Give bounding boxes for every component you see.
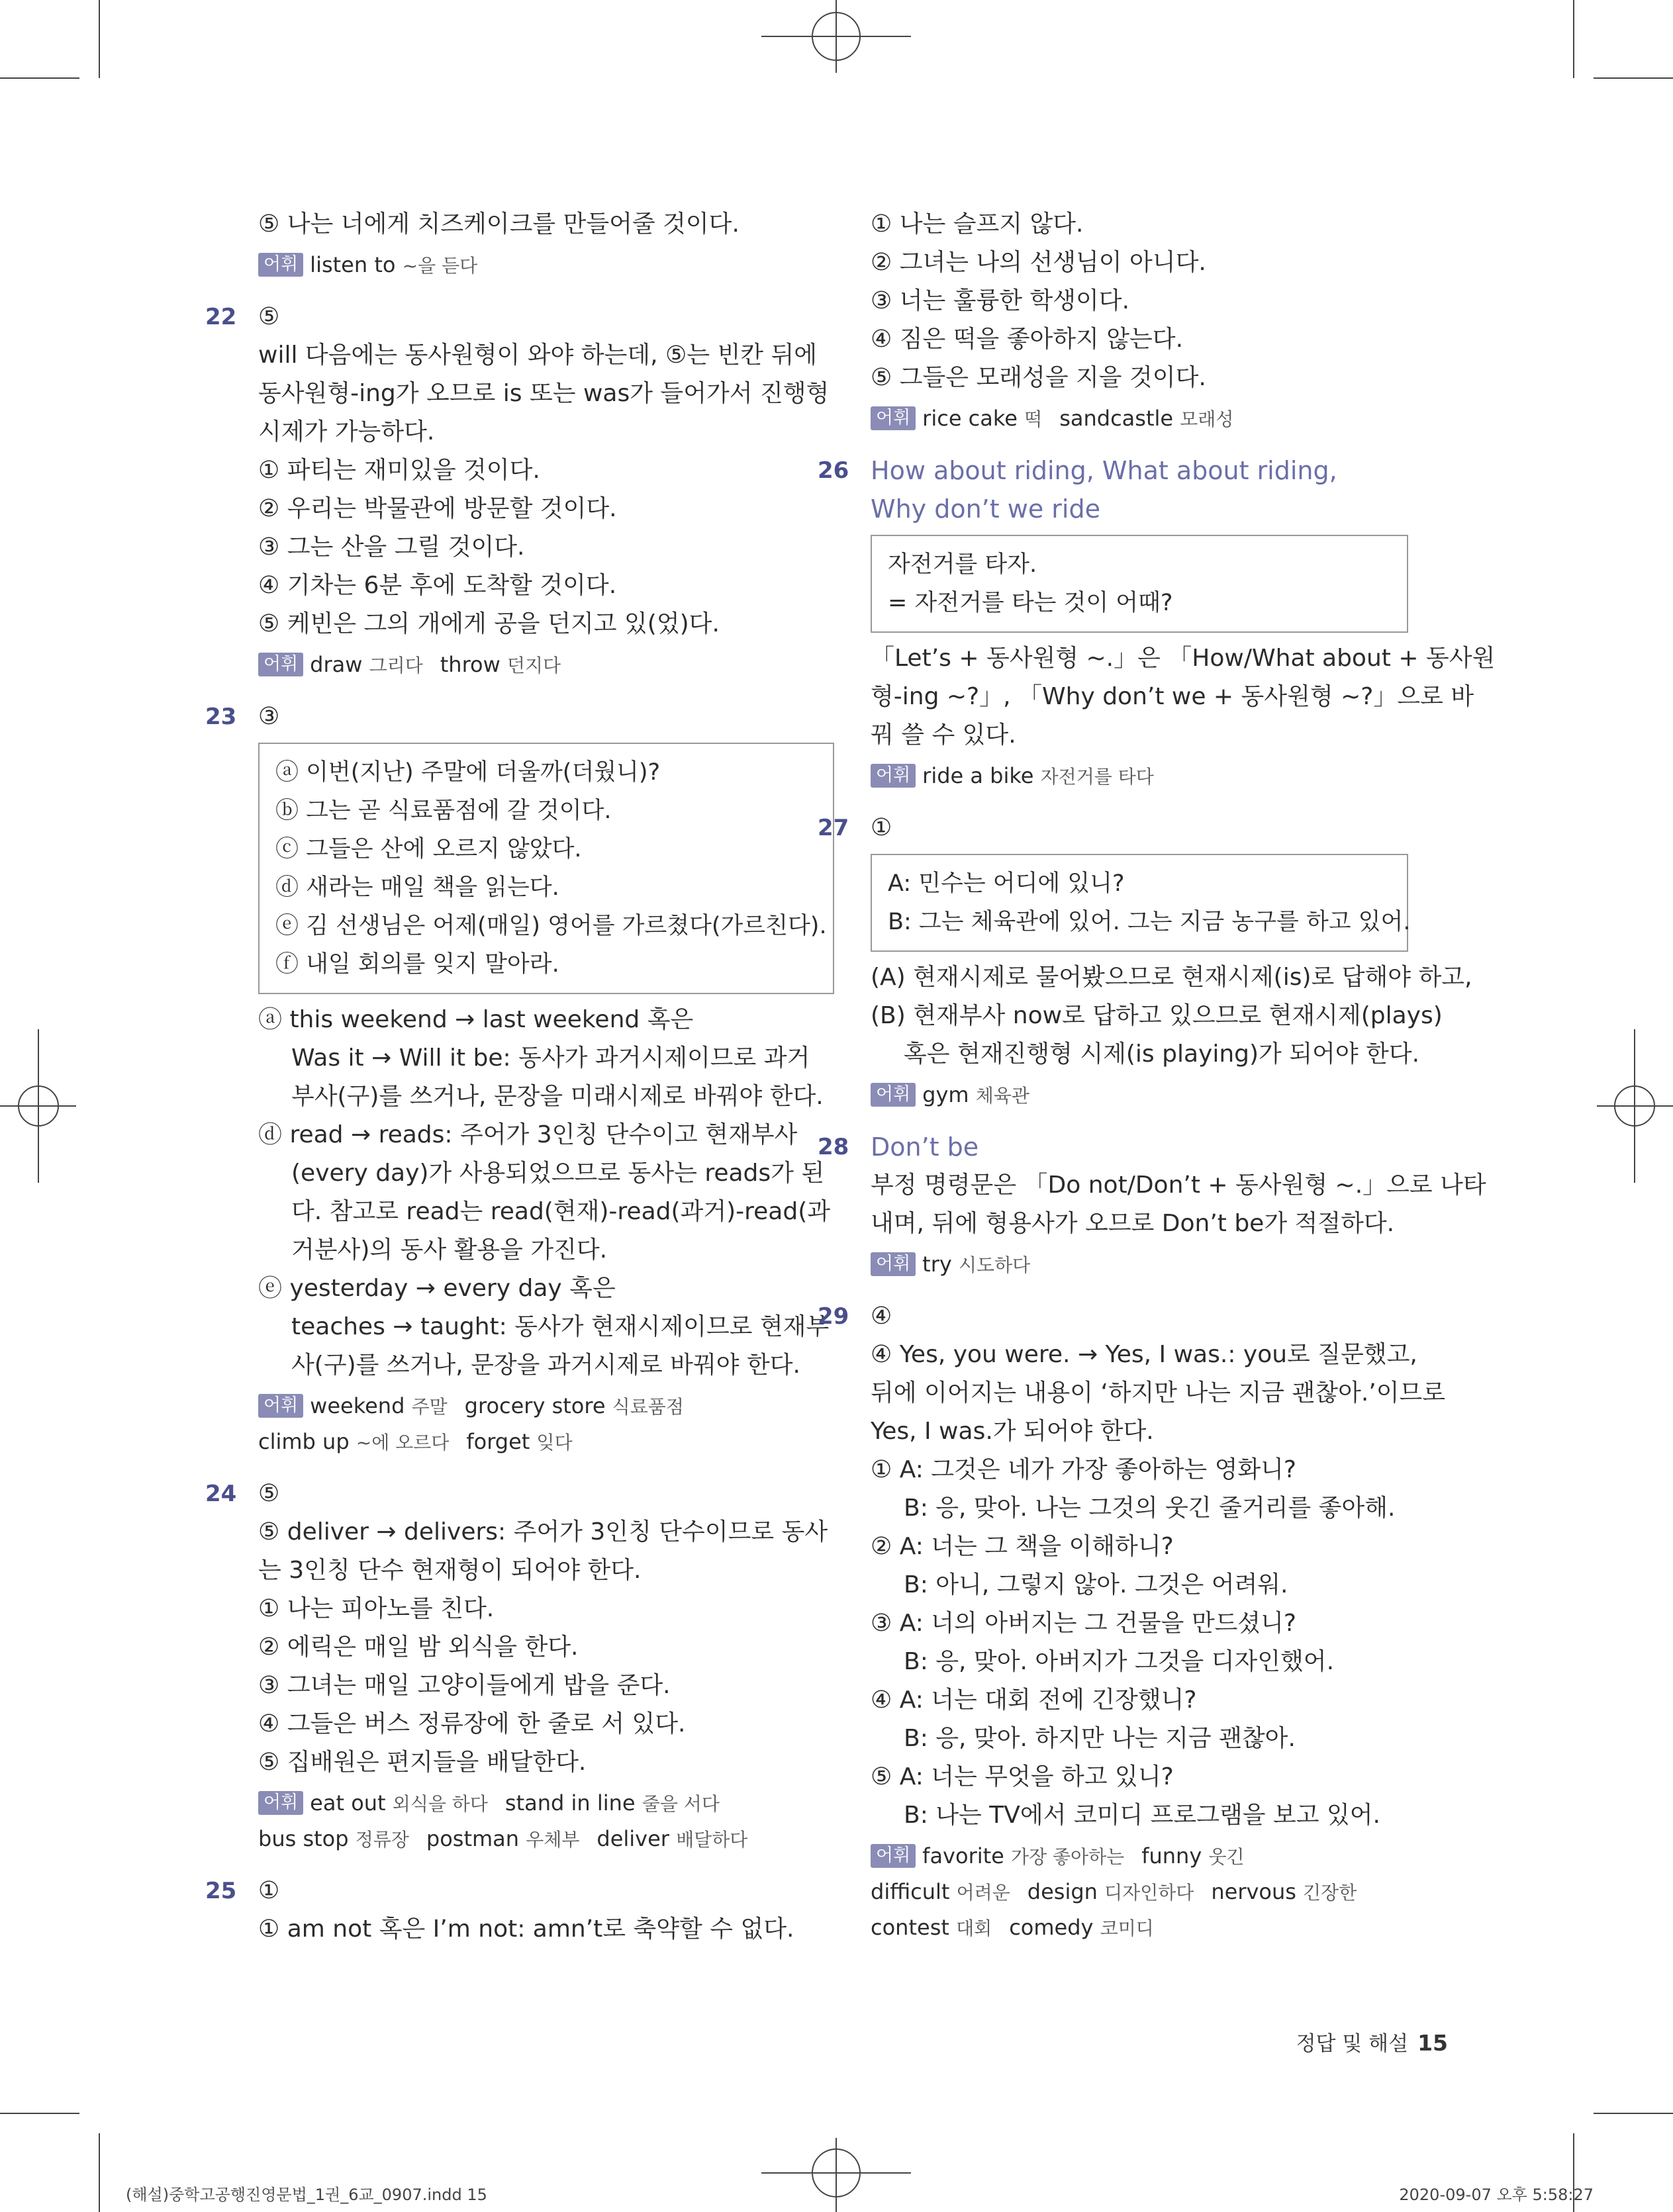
file-slug: (해설)중학고공행진영문법_1권_6교_0907.indd 15 xyxy=(126,2186,487,2204)
answer-line: Was it → Will it be: 동사가 과거시제이므로 과거 xyxy=(291,1044,810,1072)
vocab-row xyxy=(258,1424,834,1460)
answer-line: ① A: 그것은 네가 가장 좋아하는 영화니? xyxy=(871,1456,1297,1483)
explanation: will 다음에는 동사원형이 와야 하는데, ⑤는 빈칸 뒤에 동사원형-ing가 오므로 is 또는 was가 들어가서 진행형시제가 가능하다. xyxy=(258,342,830,445)
vocab-term: deliver xyxy=(597,1826,669,1851)
vocab-row xyxy=(258,1821,834,1857)
answer-line: ⑤ deliver → delivers: 주어가 3인칭 단수이므로 동사 xyxy=(258,1518,828,1545)
vocab-row xyxy=(871,1247,1453,1283)
question-26 xyxy=(818,451,1453,490)
box-line: ⓕ 내일 회의를 잊지 말아라. xyxy=(275,951,559,978)
vocab-row xyxy=(258,248,834,283)
answer-line: ③ 그는 산을 그릴 것이다. xyxy=(258,533,525,561)
vocab-term: eat out xyxy=(310,1790,386,1816)
answer-line: 사(구)를 쓰거나, 문장을 과거시제로 바꿔야 한다. xyxy=(291,1352,800,1379)
vocab-meaning: 코미디 xyxy=(1100,1917,1154,1939)
page-number: 15 xyxy=(1417,2030,1448,2056)
vocab-term: weekend xyxy=(310,1393,405,1418)
vocab-term: difficult xyxy=(871,1879,950,1904)
vocab-meaning: 모래성 xyxy=(1180,408,1234,430)
question-23 xyxy=(205,698,834,736)
vocab-term: try xyxy=(922,1252,952,1277)
answer-line: ③ A: 너의 아버지는 그 건물을 만드셨니? xyxy=(871,1610,1297,1637)
answer-line: ⓐ this weekend → last weekend 혹은 xyxy=(258,1006,694,1033)
vocab-meaning: ~을 듣다 xyxy=(402,255,478,277)
answer-line: ④ Yes, you were. → Yes, I was.: you로 질문했고, xyxy=(871,1341,1417,1368)
vocab-meaning: 외식을 하다 xyxy=(392,1793,488,1815)
vocab-meaning: 자전거를 타다 xyxy=(1040,766,1154,788)
question-25 xyxy=(205,1872,834,1910)
question-number: 26 xyxy=(818,457,849,484)
vocab-meaning: 그리다 xyxy=(369,655,423,676)
question-number: 23 xyxy=(205,704,237,730)
question-answer: ① xyxy=(258,1877,280,1904)
answer-line: ④ 그들은 버스 정류장에 한 줄로 서 있다. xyxy=(258,1710,686,1737)
question-answer: ④ xyxy=(871,1303,892,1330)
answer-line: ③ 그녀는 매일 고양이들에게 밥을 준다. xyxy=(258,1672,671,1699)
answer-line: B: 응, 맞아. 아버지가 그것을 디자인했어. xyxy=(904,1648,1335,1675)
box-line: ⓔ 김 선생님은 어제(매일) 영어를 가르쳤다(가르친다). xyxy=(275,913,827,939)
vocab-term: throw xyxy=(440,652,501,677)
vocab-row xyxy=(258,1786,834,1821)
answer-line: B: 응, 맞아. 나는 그것의 웃긴 줄거리를 좋아해. xyxy=(904,1495,1396,1522)
vocab-tag: 어휘 xyxy=(871,1083,916,1107)
vocab-row xyxy=(871,1910,1453,1946)
vocab-term: grocery store xyxy=(464,1393,606,1418)
question-answer: How about riding, What about riding, xyxy=(871,456,1337,485)
answer-line: ② 그녀는 나의 선생님이 아니다. xyxy=(871,249,1206,276)
vocab-meaning: 던지다 xyxy=(506,655,561,676)
vocab-term: climb up xyxy=(258,1429,350,1454)
answer-line: B: 아니, 그렇지 않아. 그것은 어려워. xyxy=(904,1571,1288,1598)
vocab-term: gym xyxy=(922,1082,969,1107)
vocab-term: favorite xyxy=(922,1843,1004,1868)
vocab-tag: 어휘 xyxy=(258,653,303,676)
vocab-term: contest xyxy=(871,1915,949,1940)
question-22 xyxy=(205,298,834,336)
question-answer: ③ xyxy=(258,703,280,730)
answer-line: ④ 기차는 6분 후에 도착할 것이다. xyxy=(258,572,617,599)
answer-line: 부정 명령문은 「Do not/Don’t + 동사원형 ~.」으로 나타 xyxy=(871,1172,1486,1199)
vocab-meaning: 웃긴 xyxy=(1208,1846,1245,1868)
question-29 xyxy=(818,1297,1453,1336)
vocab-tag: 어휘 xyxy=(871,406,916,430)
answer-line: (B) 현재부사 now로 답하고 있으므로 현재시제(plays) xyxy=(871,1002,1443,1029)
vocab-term: stand in line xyxy=(504,1790,636,1816)
answer-line: 「Let’s + 동사원형 ~.」은 「How/What about + 동사원 xyxy=(871,645,1496,672)
section-label: 정답 및 해설 xyxy=(1296,2032,1409,2056)
box-line: A: 민수는 어디에 있니? xyxy=(888,870,1125,897)
vocab-meaning: 식료품점 xyxy=(612,1396,684,1418)
vocab-tag: 어휘 xyxy=(258,253,303,277)
vocab-term: design xyxy=(1027,1879,1098,1904)
vocab-meaning: 배달하다 xyxy=(676,1829,748,1851)
vocab-tag: 어휘 xyxy=(871,1844,916,1868)
vocab-term: comedy xyxy=(1009,1915,1094,1940)
question-number: 29 xyxy=(818,1303,849,1330)
vocab-row xyxy=(871,759,1453,794)
vocab-term: listen to xyxy=(310,252,396,277)
print-timestamp: 2020-09-07 오후 5:58:27 xyxy=(1399,2186,1594,2204)
answer-line: B: 응, 맞아. 하지만 나는 지금 괜찮아. xyxy=(904,1725,1296,1752)
box-line: B: 그는 체육관에 있어. 그는 지금 농구를 하고 있어. xyxy=(888,909,1411,935)
answer-line: ⑤ 케빈은 그의 개에게 공을 던지고 있(었)다. xyxy=(258,610,720,637)
vocab-term: forget xyxy=(466,1429,530,1454)
vocab-meaning: 긴장한 xyxy=(1303,1882,1357,1904)
answer-line: ① 나는 슬프지 않다. xyxy=(871,210,1084,238)
question-number: 25 xyxy=(205,1878,237,1904)
translation-box xyxy=(871,535,1408,633)
answer-line: 는 3인칭 단수 현재형이 되어야 한다. xyxy=(258,1557,642,1584)
answer-line: ② 에릭은 매일 밤 외식을 한다. xyxy=(258,1634,579,1661)
vocab-tag: 어휘 xyxy=(871,1252,916,1276)
question-answer: ⑤ xyxy=(258,1480,280,1507)
vocab-row xyxy=(871,401,1453,437)
vocab-row xyxy=(871,1839,1453,1874)
answer-line: (every day)가 사용되었으므로 동사는 reads가 된 xyxy=(291,1160,825,1187)
question-number: 28 xyxy=(818,1134,849,1160)
answer-line: 내며, 뒤에 형용사가 오므로 Don’t be가 적절하다. xyxy=(871,1210,1395,1237)
vocab-tag: 어휘 xyxy=(871,764,916,788)
vocab-meaning: ~에 오르다 xyxy=(356,1432,450,1453)
left-column xyxy=(205,205,834,1949)
translation-box xyxy=(258,743,834,994)
answer-line: ⑤ 집배원은 편지들을 배달한다. xyxy=(258,1749,587,1776)
answer-line: ② 우리는 박물관에 방문할 것이다. xyxy=(258,495,617,522)
question-27 xyxy=(818,809,1453,847)
question-number: 22 xyxy=(205,304,237,330)
box-line: 자전거를 타자. xyxy=(888,551,1037,578)
answer-line: ③ 너는 훌륭한 학생이다. xyxy=(871,287,1130,314)
answer-line: ① 나는 피아노를 친다. xyxy=(258,1595,495,1622)
answer-line: teaches → taught: 동사가 현재시제이므로 현재부 xyxy=(291,1313,830,1340)
vocab-tag: 어휘 xyxy=(258,1394,303,1418)
answer-line: 뒤에 이어지는 내용이 ‘하지만 나는 지금 괜찮아.’이므로 xyxy=(871,1379,1446,1406)
answer-line: ① 파티는 재미있을 것이다. xyxy=(258,457,540,484)
vocab-term: nervous xyxy=(1211,1879,1296,1904)
vocab-term: bus stop xyxy=(258,1826,349,1851)
dialogue-box xyxy=(871,854,1411,952)
answer-line: 거분사)의 동사 활용을 가진다. xyxy=(291,1236,608,1264)
vocab-term: ride a bike xyxy=(922,763,1034,788)
question-number: 27 xyxy=(818,815,849,841)
vocab-meaning: 정류장 xyxy=(355,1829,409,1851)
question-answer: Don’t be xyxy=(871,1132,979,1162)
answer-line: ② A: 너는 그 책을 이해하니? xyxy=(871,1533,1174,1560)
vocab-meaning: 시도하다 xyxy=(958,1254,1031,1276)
box-line: ⓐ 이번(지난) 주말에 더울까(더웠니)? xyxy=(275,759,661,786)
answer-line: ⓓ read → reads: 주어가 3인칭 단수이고 현재부사 xyxy=(258,1121,798,1148)
vocab-meaning: 디자인하다 xyxy=(1104,1882,1194,1904)
question-answer: ⑤ xyxy=(258,303,280,330)
answer-line: ④ 짐은 떡을 좋아하지 않는다. xyxy=(871,326,1184,353)
answer-line: 혹은 현재진행형 시제(is playing)가 되어야 한다. xyxy=(904,1040,1420,1068)
vocab-meaning: 주말 xyxy=(411,1396,448,1418)
question-number: 24 xyxy=(205,1481,237,1507)
box-line: = 자전거를 타는 것이 어때? xyxy=(888,590,1173,616)
answer-line: ⑤ 그들은 모래성을 지을 것이다. xyxy=(871,364,1206,391)
answer-line: (A) 현재시제로 물어봤으므로 현재시제(is)로 답해야 하고, xyxy=(871,964,1472,991)
vocab-meaning: 잊다 xyxy=(536,1432,573,1453)
vocab-term: sandcastle xyxy=(1059,406,1174,431)
vocab-row xyxy=(871,1874,1453,1910)
vocab-meaning: 가장 좋아하는 xyxy=(1011,1846,1125,1868)
question-24 xyxy=(205,1475,834,1513)
vocab-meaning: 떡 xyxy=(1024,408,1043,430)
vocab-row xyxy=(258,1389,834,1424)
vocab-tag: 어휘 xyxy=(258,1791,303,1815)
answer-line: 꿔 쓸 수 있다. xyxy=(871,721,1016,749)
vocab-meaning: 우체부 xyxy=(526,1829,580,1851)
answer-line: Yes, I was.가 되어야 한다. xyxy=(871,1418,1154,1445)
box-line: ⓒ 그들은 산에 오르지 않았다. xyxy=(275,836,582,862)
answer-line: B: 나는 TV에서 코미디 프로그램을 보고 있어. xyxy=(904,1802,1380,1829)
answer-line: ⑤ A: 너는 무엇을 하고 있니? xyxy=(871,1763,1174,1790)
vocab-meaning: 체육관 xyxy=(975,1085,1029,1107)
vocab-term: postman xyxy=(426,1826,520,1851)
question-answer: Why don’t we ride xyxy=(871,494,1100,524)
box-line: ⓑ 그는 곧 식료품점에 갈 것이다. xyxy=(275,798,612,824)
vocab-meaning: 대회 xyxy=(956,1917,992,1939)
answer-line: ⓔ yesterday → every day 혹은 xyxy=(258,1275,616,1302)
answer-line: 형-ing ~?」, 「Why don’t we + 동사원형 ~?」으로 바 xyxy=(871,683,1474,710)
vocab-row xyxy=(258,647,834,683)
answer-line: ① am not 혹은 I’m not: amn’t로 축약할 수 없다. xyxy=(258,1915,794,1943)
vocab-term: draw xyxy=(310,652,363,677)
vocab-term: funny xyxy=(1141,1843,1202,1868)
answer-line: ④ A: 너는 대회 전에 긴장했니? xyxy=(871,1686,1197,1714)
page-footer xyxy=(1296,2027,1448,2056)
vocab-row xyxy=(871,1078,1453,1113)
question-answer: ① xyxy=(871,814,892,841)
box-line: ⓓ 새라는 매일 책을 읽는다. xyxy=(275,874,559,901)
vocab-meaning: 줄을 서다 xyxy=(642,1793,720,1815)
right-column xyxy=(818,205,1496,1946)
answer-line: ⑤ 나는 너에게 치즈케이크를 만들어줄 것이다. xyxy=(258,210,740,238)
answer-line: 다. 참고로 read는 read(현재)-read(과거)-read(과 xyxy=(291,1198,831,1225)
vocab-meaning: 어려운 xyxy=(956,1882,1010,1904)
vocab-term: rice cake xyxy=(922,406,1018,431)
question-28 xyxy=(818,1128,1453,1166)
answer-line: 부사(구)를 쓰거나, 문장을 미래시제로 바꿔야 한다. xyxy=(291,1083,824,1110)
